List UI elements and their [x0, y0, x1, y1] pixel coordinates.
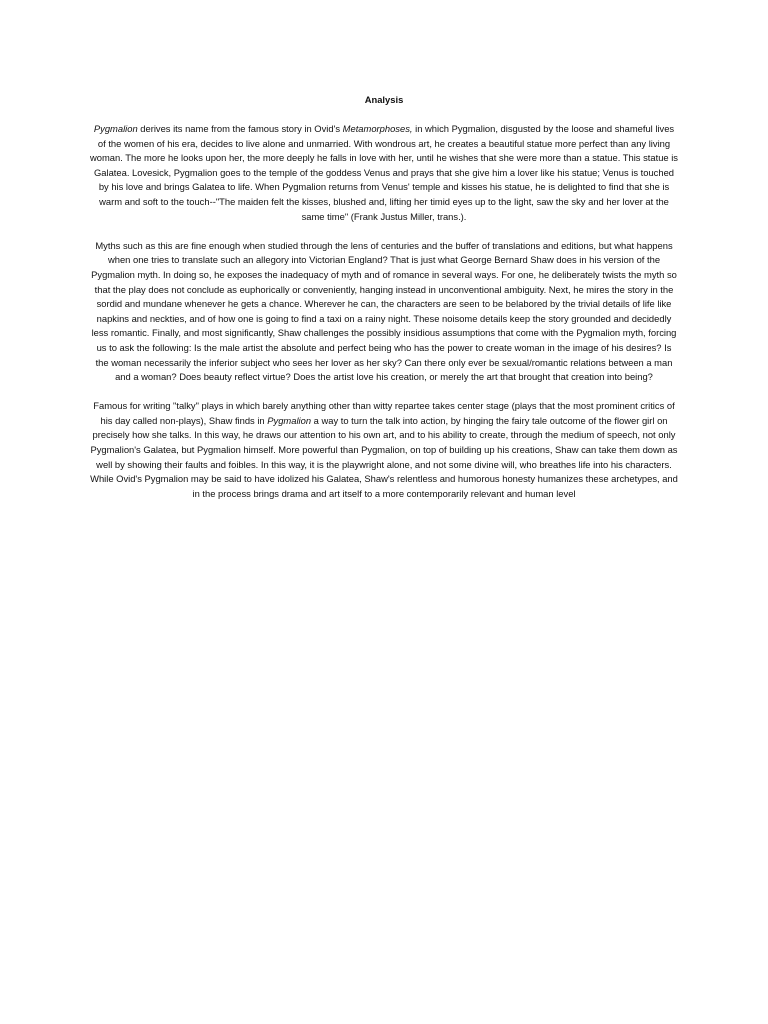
document-title: Analysis	[364, 94, 404, 105]
text-span: Metamorphoses,	[342, 123, 413, 134]
text-span: in which Pygmalion, disgusted by the loose and shameful lives of the women of his era, decides to live alone and unmarried. With wondrous art, he creates a beautiful statue more perfect than any living woman. The more he looks upon her, the more deeply he falls in love with her, until he wishes that she were more than a statue. This statue is Galatea. Lovesick, Pygmalion goes to the temple of the goddess Venus and prays that she give him a lover like his statue; Venus is touched by his love and brings Galatea to life. When Pygmalion returns from Venus' temple and kisses his statue, he is delighted to find that she is warm and soft to the touch--"The maiden felt the kisses, blushed and, lifting her timid eyes up to the light, saw the sky and her lover at the same time" (Frank Justus Miller, trans.).	[90, 123, 678, 222]
text-span: Pygmalion	[93, 123, 138, 134]
paragraph-1	[90, 122, 678, 224]
text-span: derives its name from the famous story in Ovid's	[137, 123, 343, 134]
paragraph-2	[90, 239, 678, 385]
text-span: Famous for writing "talky" plays in which barely anything other than witty repartee takes center stage (plays that the most prominent critics of his day called non-plays), Shaw finds in	[93, 400, 675, 426]
text-span: a way to turn the talk into action, by hinging the fairy tale outcome of the flower girl on precisely how she talks. In this way, he draws our attention to his own art, and to his ability to create, through the medium of speech, not only Pygmalion's Galatea, but Pygmalion himself. More powerful than Pygmalion, on top of building up his creations, Shaw can take them down as well by showing their faults and foibles. In this way, it is the playwright alone, and not some divine will, who breathes life into his characters. While Ovid's Pygmalion may be said to have idolized his Galatea, Shaw's relentless and humorous honesty humanizes these archetypes, and in the process brings drama and art itself to a more contemporarily relevant and human level	[90, 414, 678, 499]
document-page	[90, 92, 678, 516]
paragraph-3	[90, 399, 678, 501]
text-span: Myths such as this are fine enough when studied through the lens of centuries and the buffer of translations and editions, but what happens when one tries to translate such an allegory into Victorian England? That is just what George Bernard Shaw does in his version of the Pygmalion myth. In doing so, he exposes the inadequacy of myth and of romance in several ways. For one, he deliberately twists the myth so that the play does not conclude as euphorically or conveniently, hanging instead in unconventional ambiguity. Next, he mires the story in the sordid and mundane whenever he gets a chance. Wherever he can, the characters are seen to be belabored by the trivial details of life like napkins and neckties, and of how one is going to find a taxi on a rainy night. These noisome details keep the story grounded and decidedly less romantic. Finally, and most significantly, Shaw challenges the possibly insidious assumptions that come with the Pygmalion myth, forcing us to ask the following: Is the male artist the absolute and perfect being who has the power to create woman in the image of his desires? Is the woman necessarily the inferior subject who sees her lover as her sky? Can there only ever be sexual/romantic relations between a man and a woman? Does beauty reflect virtue? Does the artist love his creation, or merely the art that brought that creation into being?	[91, 239, 677, 383]
text-span: Pygmalion	[267, 414, 312, 426]
